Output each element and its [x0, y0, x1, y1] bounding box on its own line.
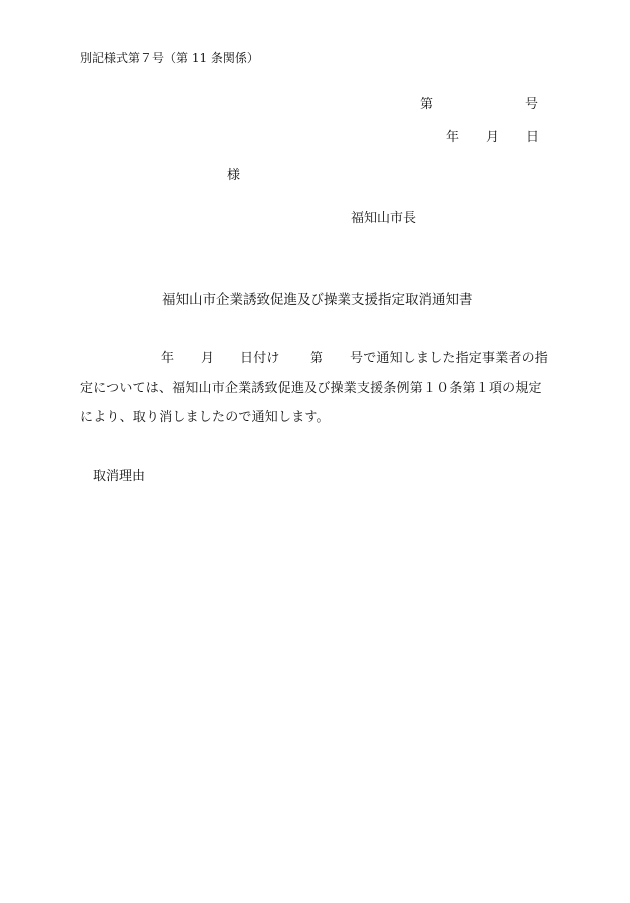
body-day-dated: 日付け [240, 351, 280, 366]
body-line-1 [80, 351, 550, 367]
reason-label: 取消理由 [93, 469, 146, 484]
body-line-3: により、取り消しましたので通知します。 [80, 410, 330, 425]
date-month: 月 [486, 130, 500, 145]
body-year: 年 [161, 351, 175, 366]
number-prefix: 第 [420, 97, 434, 112]
body-number-suffix: 号で通知しました指定事業者の指 [350, 351, 549, 366]
recipient-suffix: 様 [227, 168, 241, 183]
document-number [420, 97, 540, 113]
document-title: 福知山市企業誘致促進及び操業支援指定取消通知書 [162, 292, 473, 308]
body-number-prefix: 第 [310, 351, 324, 366]
issuer-name: 福知山市長 [351, 211, 417, 226]
body-line-2: 定については、福知山市企業誘致促進及び操業支援条例第１０条第１項の規定 [80, 381, 542, 396]
number-suffix: 号 [524, 97, 538, 112]
date-day: 日 [526, 130, 540, 145]
form-reference: 別記様式第７号（第 11 条関係） [80, 51, 259, 65]
date-year: 年 [446, 130, 460, 145]
body-month: 月 [201, 351, 215, 366]
issue-date [446, 130, 546, 146]
